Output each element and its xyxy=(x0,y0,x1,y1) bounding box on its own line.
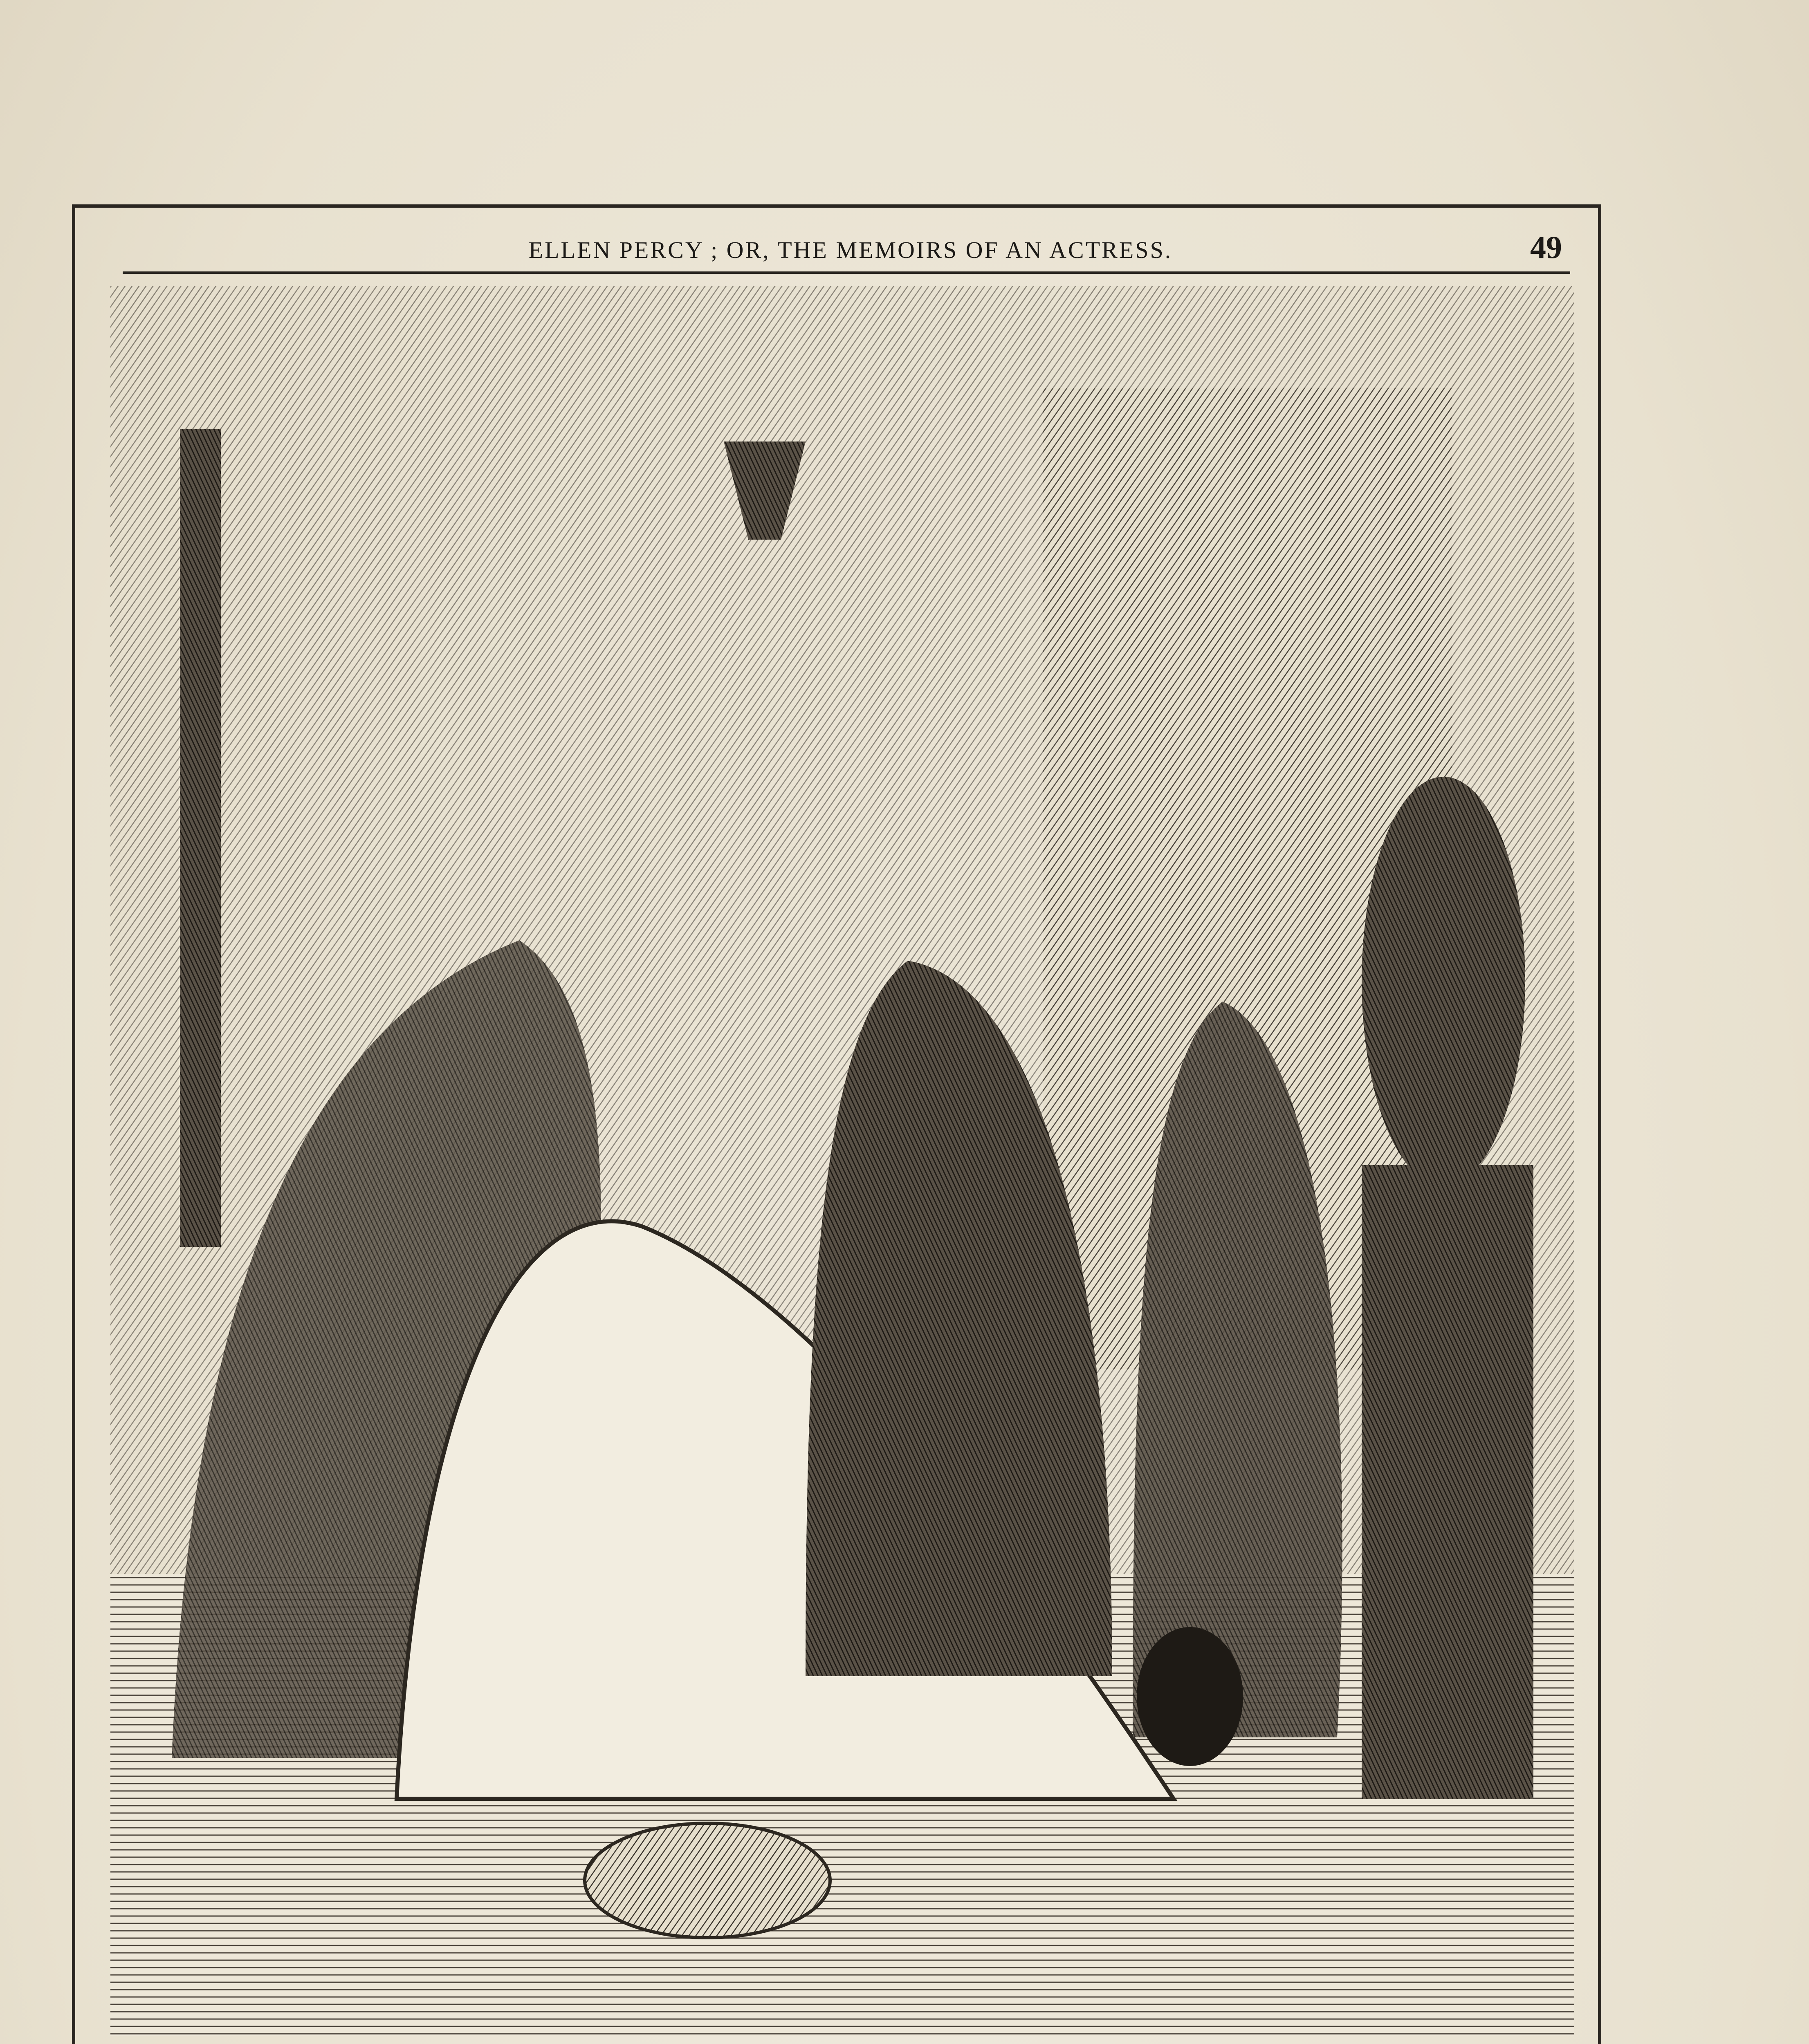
vase xyxy=(1362,777,1525,1186)
engraving-illustration xyxy=(110,286,1574,2036)
running-title: ELLEN PERCY ; OR, THE MEMOIRS OF AN ACTRESS. xyxy=(528,237,1173,263)
bedpost xyxy=(180,429,221,1247)
fallen-bonnet xyxy=(585,1823,830,1938)
running-head xyxy=(123,229,1578,274)
header-rule xyxy=(123,271,1570,274)
page-number: 49 xyxy=(1530,229,1562,265)
top-hat xyxy=(1137,1627,1243,1766)
pedestal xyxy=(1362,1165,1533,1799)
